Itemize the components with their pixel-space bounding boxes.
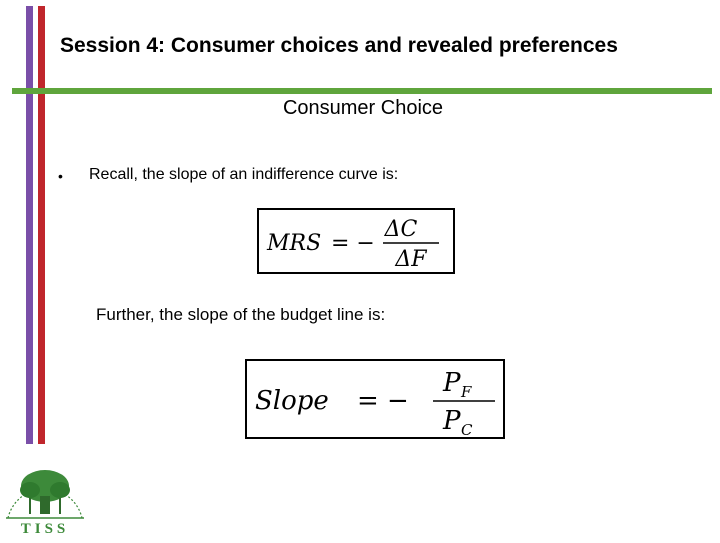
- mrs-denominator: ΔF: [395, 247, 427, 272]
- slope-denominator: P: [443, 406, 461, 436]
- slope-equals: = −: [357, 386, 409, 416]
- further-text: Further, the slope of the budget line is:: [96, 305, 386, 324]
- slope-lhs: Slope: [255, 386, 329, 416]
- slide-subtitle: Consumer Choice: [282, 97, 444, 119]
- tiss-logo: [0, 452, 90, 538]
- logo-text: TISS: [20, 521, 70, 537]
- budget-slope-equation: [245, 359, 505, 439]
- decorative-purple-bar: [26, 6, 33, 444]
- mrs-equation-svg: [259, 210, 453, 272]
- slope-numerator-subscript: F: [461, 383, 472, 401]
- bullet-dot: •: [58, 168, 63, 184]
- mrs-numerator: ΔC: [384, 217, 418, 242]
- tree-trunk: [40, 496, 50, 514]
- bullet-text: Recall, the slope of an indifference curve is:: [89, 166, 399, 183]
- budget-slope-equation-svg: [247, 361, 503, 437]
- decorative-red-bar: [38, 6, 45, 444]
- mrs-equation: [257, 208, 455, 274]
- slide-title: Session 4: Consumer choices and revealed preferences: [60, 34, 618, 57]
- mrs-lhs: MRS: [267, 231, 322, 256]
- slope-numerator: P: [443, 368, 461, 398]
- title-underline-bar: [12, 88, 712, 94]
- banyan-tree-icon: [0, 452, 90, 538]
- slope-denominator-subscript: C: [461, 421, 473, 437]
- mrs-equals: = −: [331, 231, 375, 256]
